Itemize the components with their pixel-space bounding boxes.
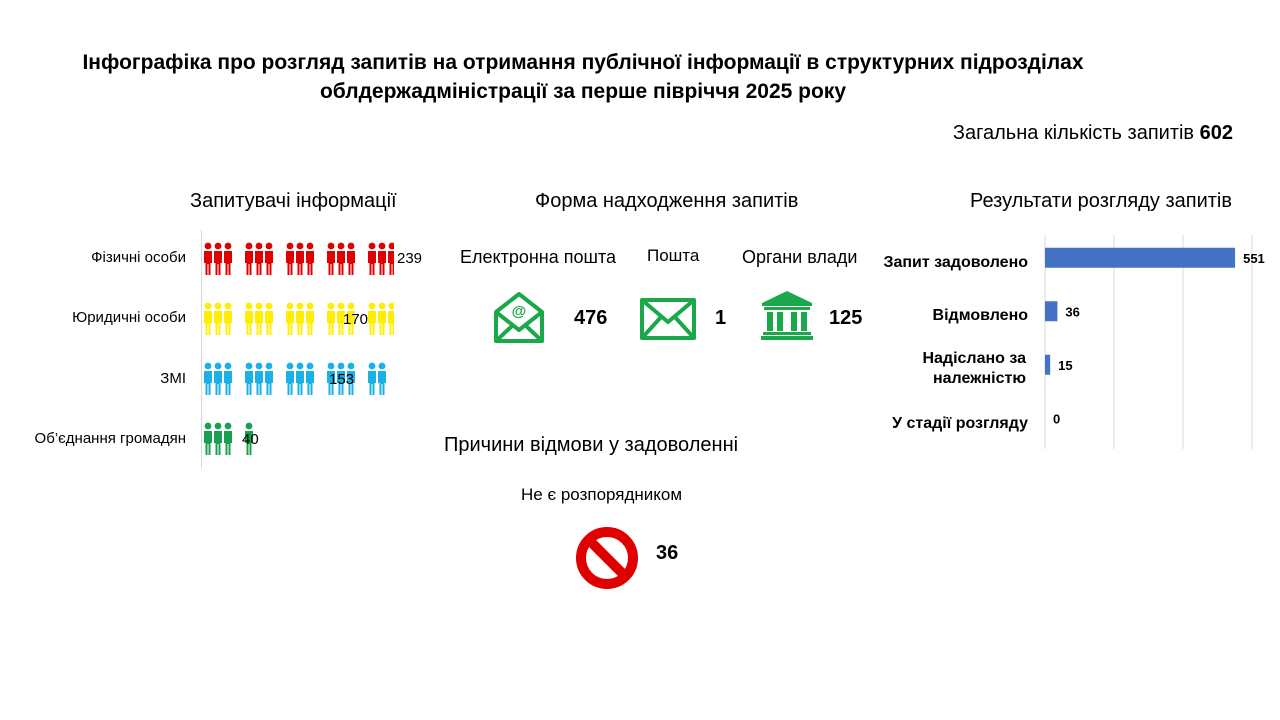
person-icon <box>214 243 222 275</box>
form-label-post: Пошта <box>647 246 700 265</box>
requester-value-associations: 40 <box>242 431 259 448</box>
requester-value-legal: 170 <box>343 311 369 328</box>
form-value-email: 476 <box>574 307 608 329</box>
person-icon <box>214 363 222 395</box>
result-value-label: 15 <box>1058 357 1073 373</box>
person-icon <box>245 243 253 275</box>
title-line-1: Інфографіка про розгляд запитів на отримання публічної інформації в структурних підрозділах <box>82 51 1084 74</box>
person-icon <box>347 243 355 275</box>
person-icon <box>245 303 253 335</box>
person-icon <box>204 303 212 335</box>
person-icon <box>265 243 273 275</box>
person-icon <box>286 243 294 275</box>
results-bar-chart <box>1040 230 1276 452</box>
person-icon <box>255 303 263 335</box>
reason-label: Не є розпорядником <box>521 485 683 504</box>
government-building-icon <box>761 290 813 340</box>
person-icon <box>224 243 232 275</box>
total-requests <box>953 122 1233 145</box>
requester-value-media: 153 <box>329 371 355 388</box>
results-chart-title: Результати розгляду запитів <box>970 190 1232 212</box>
person-icon <box>378 303 386 335</box>
person-icon <box>306 303 314 335</box>
person-icon <box>214 303 222 335</box>
person-icon <box>306 243 314 275</box>
result-bar <box>1045 355 1050 375</box>
forms-title: Форма надходження запитів <box>535 190 799 212</box>
person-icon <box>224 363 232 395</box>
person-icon <box>368 303 376 335</box>
person-icon <box>378 243 386 275</box>
person-icon <box>255 363 263 395</box>
prohibited-icon <box>575 526 639 590</box>
person-icon <box>388 303 394 335</box>
person-icon <box>265 363 273 395</box>
result-bar <box>1045 248 1235 268</box>
page-title <box>0 48 1166 106</box>
results-label-forwarded: Надіслано за належністю <box>922 350 1026 387</box>
person-icon <box>368 243 376 275</box>
pictogram-bar-associations <box>204 421 394 457</box>
requesters-axis <box>201 230 202 468</box>
pictogram-bar-individuals <box>204 241 394 277</box>
requester-label-media: ЗМІ <box>160 370 186 387</box>
person-icon <box>245 363 253 395</box>
person-icon <box>204 363 212 395</box>
result-value-label: 0 <box>1053 411 1061 427</box>
result-value-label: 36 <box>1065 304 1080 320</box>
requester-label-associations: Об’єднання громадян <box>34 430 186 447</box>
person-icon <box>327 303 335 335</box>
reasons-title: Причини відмови у задоволенні <box>444 434 739 456</box>
results-label-refused: Відмовлено <box>932 307 1028 324</box>
person-icon <box>265 303 273 335</box>
envelope-icon <box>640 298 696 340</box>
form-label-email: Електронна пошта <box>460 247 617 267</box>
form-label-authorities: Органи влади <box>742 247 858 267</box>
requester-label-individuals: Фізичні особи <box>91 249 186 266</box>
pictogram-bar-media <box>204 361 394 397</box>
person-icon <box>204 423 212 455</box>
reason-value: 36 <box>656 542 679 564</box>
total-value: 602 <box>1199 122 1233 144</box>
results-label-satisfied: Запит задоволено <box>883 254 1028 271</box>
person-icon <box>327 243 335 275</box>
person-icon <box>255 243 263 275</box>
results-label-pending: У стадії розгляду <box>892 415 1028 432</box>
person-icon <box>214 423 222 455</box>
title-line-2: облдержадміністрації за перше півріччя 2025 року <box>319 80 846 103</box>
requesters-title: Запитувачі інформації <box>190 190 397 212</box>
person-icon <box>224 423 232 455</box>
person-icon <box>286 363 294 395</box>
requester-label-legal: Юридичні особи <box>72 309 186 326</box>
person-icon <box>224 303 232 335</box>
total-label: Загальна кількість запитів <box>952 122 1195 144</box>
person-icon <box>296 363 304 395</box>
person-icon <box>378 363 386 395</box>
person-icon <box>204 243 212 275</box>
result-value-label: 551 <box>1243 250 1265 266</box>
result-bar <box>1045 301 1057 321</box>
requester-value-individuals: 239 <box>397 250 423 267</box>
person-icon <box>296 243 304 275</box>
form-value-post: 1 <box>715 307 727 329</box>
person-icon <box>388 243 394 275</box>
person-icon <box>286 303 294 335</box>
person-icon <box>306 363 314 395</box>
email-at-icon <box>493 288 545 344</box>
form-value-authorities: 125 <box>829 307 863 329</box>
person-icon <box>296 303 304 335</box>
person-icon <box>368 363 376 395</box>
svg-text:@: @ <box>511 303 527 320</box>
person-icon <box>337 243 345 275</box>
